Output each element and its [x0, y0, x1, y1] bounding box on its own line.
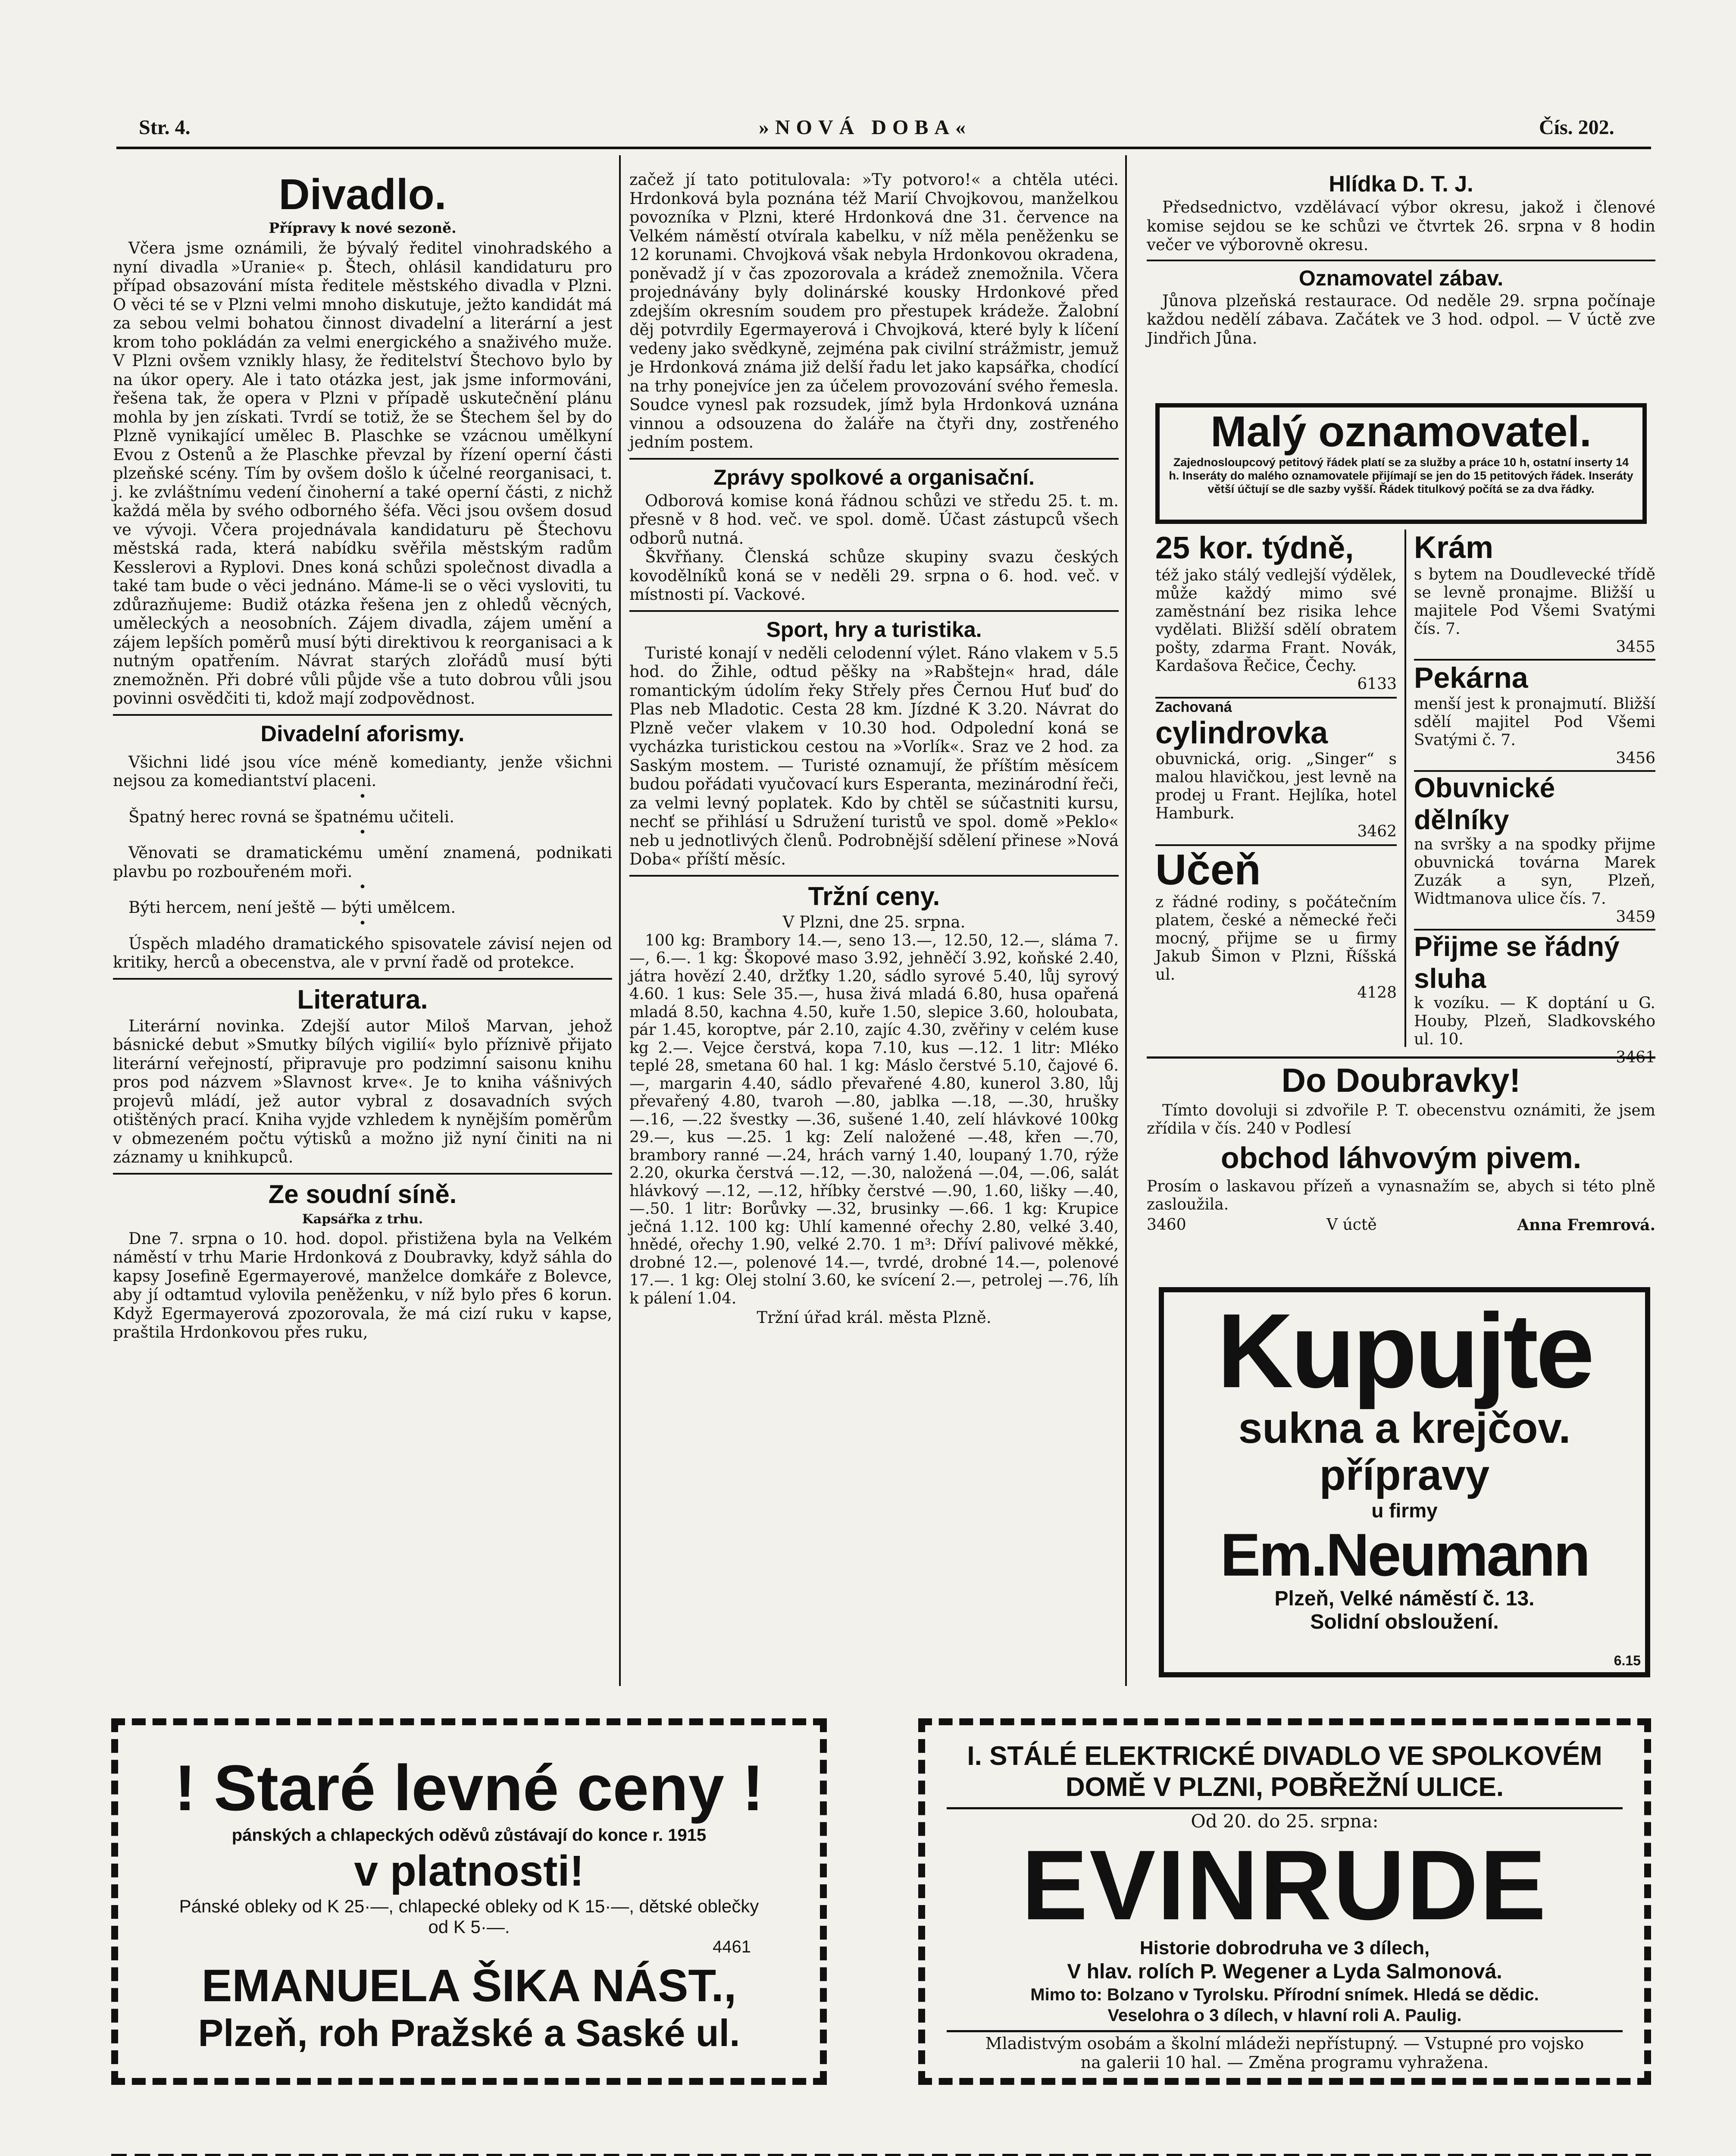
- column-1: [113, 170, 612, 1688]
- ad-doubravka: [1147, 1056, 1655, 1281]
- ad-25kor-text: též jako stálý vedlejší výdělek, může každý mimo své zaměstnání bez risika lehce vydělati. Bližší sdělí obratem pošty, zdarma Frant. Novák, Kardašova Řečice, Čechy.: [1155, 567, 1397, 675]
- trh-signature: Tržní úřad král. města Plzně.: [757, 1308, 992, 1327]
- ad-kino-footer: Mladistvým osobám a školní mládeži nepřístupný. — Vstupné pro vojsko na galerii 10 hal. — Změna programu vyhražena.: [985, 2034, 1584, 2072]
- ad-kupujte-line4: u firmy: [1371, 1499, 1438, 1522]
- ad-kupujte: [1159, 1287, 1650, 1677]
- ad-cylindrovka-heading: cylindrovka: [1155, 716, 1328, 750]
- ad-kino-sub1: Historie dobrodruha ve 3 dílech,: [1139, 1937, 1430, 1959]
- ad-kino-sub2: V hlav. rolích P. Wegener a Lyda Salmonová.: [1067, 1960, 1502, 1983]
- ad-25kor-heading: 25 kor. týdně,: [1155, 531, 1354, 565]
- ad-obuv-heading: Obuvnické dělníky: [1414, 772, 1555, 835]
- ad-doubravka-greeting: V úctě: [1326, 1216, 1377, 1234]
- ad-kupujte-number: 6.15: [1614, 1653, 1641, 1668]
- ad-cylindrovka-small: Zachovaná: [1155, 699, 1232, 715]
- zabav-heading: Oznamovatel zábav.: [1298, 266, 1504, 290]
- ad-stare-number: 4461: [713, 1937, 751, 1956]
- ad-kram-number: 3455: [1616, 638, 1655, 656]
- maly-heading: Malý oznamovatel.: [1211, 407, 1592, 456]
- ad-doubravka-signature: Anna Fremrová.: [1517, 1216, 1655, 1234]
- ad-stare-ceny: [111, 1718, 827, 2085]
- ad-kupujte-heading: Kupujte: [1217, 1291, 1592, 1410]
- ad-stare-firm: EMANUELA ŠIKA NÁST.,: [201, 1960, 737, 2011]
- separator-dot: •: [359, 880, 366, 895]
- ad-pekarna-number: 3456: [1616, 749, 1655, 767]
- literatura-heading: Literatura.: [297, 984, 428, 1015]
- ad-pekarna-text: menší jest k pronajmutí. Bližší sdělí majitel Pod Všemi Svatými č. 7.: [1414, 695, 1655, 749]
- ad-doubravka-number: 3460: [1147, 1216, 1186, 1234]
- ad-doubravka-text2: Prosím o laskavou přízeň a vynasnažím se, abych si této plně zasloužila.: [1147, 1178, 1655, 1213]
- divadlo-heading: Divadlo.: [278, 170, 447, 219]
- zabav-text: Jůnova plzeňská restaurace. Od neděle 29. srpna počínaje každou nedělí zábava. Začátek ve 3 hod. odpol. — V úctě zve Jindřich Jůna.: [1147, 291, 1655, 348]
- hlidka-heading: Hlídka D. T. J.: [1329, 172, 1473, 197]
- trh-prices: 100 kg: Brambory 14.—, seno 13.—, 12.50, 12.—, sláma 7.—, 6.—. 1 kg: Škopové maso 3.92, jehněčí 3.92, koňské 2.40, játra hovězí 2.40, držťky 1.20, sádlo syrové 5.40, lůj syrový 4.60. 1 kus: Sele 35.—, husa živá mladá 6.80, husa opařená mladá 8.50, kachna 4.50, kuře 1.50, slepice 3.60, holoubata, pár 1.45, koroptve, pár 2.10, zajíc 4.30, zvěřiny v celém kuse kg 2.—. Vejce čerstvá, kopa 7.10, kus —.12. 1 litr: Mléko teplé 28, smetana 60 hal. 1 kg: Máslo čerstvé 5.10, čajové 6.—, margarin 4.40, sádlo převařené 4.80, kunerol 3.80, lůj převařený 4.80, tvaroh —.80, jablka —.18, —.30, hrušky —.16, —.22 švestky —.36, sušené 1.40, zelí hlávkové 100kg 29.—, kus —.25. 1 kg: Zelí naložené —.48, křen —.70, brambory ranné —.24, hrách varný 1.40, loupaný 1.70, rýže 2.20, okurka čerstvá —.12, —.30, naložená —.04, —.06, salát hlávkový —.12, —.12, hříbky čerstvé —.90, 1.60, lišky —.40, —.50. 1 litr: Borůvky —.32, brusinky —.66. 1 kg: Krupice ječná 1.12. 100 kg: Uhlí kamenné ořechy 2.80, velké 3.40, hnědé, ořechy 1.90, velké 2.70. 1 m³: Dříví palivové měkké, drobné 12.—, polenové 14.—, tvrdé, drobné 14.—, polenové 17.—. 1 kg: Olej stolní 3.60, ke svícení 2.—, petrolej —.76, líh k pálení 1.04.: [629, 931, 1119, 1307]
- trh-date: V Plzni, dne 25. srpna.: [782, 912, 966, 931]
- ad-pekarna-heading: Pekárna: [1414, 661, 1528, 694]
- soud-article-continued: začež jí tato potitulovala: »Ty potvoro!« a chtěla utéci. Hrdonková byla poznána též Marií Chvojkovou, manželkou povozníka v Plzni, které Hrdonková dne 31. července na Velkém náměstí otvírala kabelku, v níž měla peněženku se 12 korunami. Chvojková však nebyla Hrdonkovou okradena, poněvadž jí v čas zpozorovala a krádež znemožnila. Včera projednávány byly dolinárské kousky Hrdonkové před zdejším okresním soudem pro přestupek krádeže. Žalobní děj potvrdily Egermayerová i Chvojková, které byly k líčení vedeny jako svědkyně, zejména pak civilní strážmistr, jemuž je Hrdonková známa již delší řadu let jako kapsářka, chodící na trhy ponejvíce jen za účelem provozování svého řemesla. Soudce vynesl pak rozsudek, jímž byla Hrdonková uznána vinnou a odsouzena do žaláře na čtyři dny, zostřeného jedním postem.: [629, 170, 1119, 451]
- column-rule-1: [619, 155, 621, 1686]
- ad-doubravka-heading: Do Doubravky!: [1281, 1061, 1521, 1099]
- divadlo-subheading: Přípravy k nové sezoně.: [269, 219, 457, 236]
- soud-article: Dne 7. srpna o 10. hod. dopol. přistižena byla na Velkém náměstí v trhu Marie Hrdonková z Doubravky, když sáhla do kapsy Josefině Egermayerové, manželce domkáře z Bolevce, aby jí odtamtud vylovila peněženku, v níž bylo přes 6 korun. Když Egermayerová zpozorovala, že má cizí ruku v kapse, praštila Hrdonkovou přes ruku,: [113, 1229, 612, 1341]
- ad-ucen-heading: Učeň: [1155, 846, 1261, 894]
- ad-sluha-number: 3461: [1616, 1049, 1655, 1066]
- maly-rules: Zajednosloupcový petitový řádek platí se za služby a práce 10 h, ostatní inserty 14 h. Inseráty do malého oznamovatele přijímají se jen do 15 petitových řádek. Inseráty větší účtují se dle sazby vyšší. Řádek titulkový počítá se za dva řádky.: [1169, 456, 1633, 495]
- separator-dot: •: [359, 789, 366, 804]
- hlidka-text: Předsednictvo, vzdělávací výbor okresu, jakož i členové komise sejdou se ke schůzi ve čtvrtek 26. srpna v 8 hodin večer ve výborovně okresu.: [1147, 198, 1655, 254]
- ad-ucen-number: 4128: [1357, 984, 1397, 1002]
- trh-heading: Tržní ceny.: [808, 881, 940, 911]
- ad-cylindrovka-text: obuvnická, orig. „Singer“ s malou hlavičkou, jest levně na prodej u Frant. Hejlíka, hotel Hamburk.: [1155, 750, 1397, 822]
- aforismus-item: Špatný herec rovná se špatnému učiteli.: [128, 807, 454, 826]
- spolky-heading: Zprávy spolkové a organisační.: [713, 465, 1035, 489]
- ad-kupujte-service: Solidní obsloužení.: [1310, 1611, 1499, 1633]
- ad-kupujte-address: Plzeň, Velké náměstí č. 13.: [1274, 1587, 1535, 1610]
- aforismus-item: Věnovati se dramatickému umění znamená, podnikati plavbu po rozbouřeném moři.: [113, 843, 612, 881]
- ad-kino-heading: I. STÁLÉ ELEKTRICKÉ DIVADLO VE SPOLKOVÉM DOMĚ V PLZNI, POBŘEŽNÍ ULICE.: [967, 1741, 1602, 1802]
- spolky-item: Škvřňany. Členská schůze skupiny svazu českých kovodělníků koná se v neděli 29. srpna o 6. hod. več. v místnosti pí. Vackové.: [629, 548, 1119, 604]
- ad-kino-film-title: EVINRUDE: [1021, 1830, 1548, 1940]
- issue-number: Čís. 202.: [1539, 116, 1614, 139]
- ad-sluha-heading: Přijme se řádný sluha: [1414, 931, 1620, 994]
- ad-stare-prices: Pánské obleky od K 25·—, chlapecké obleky od K 15·—, dětské oblečky od K 5·—.: [179, 1896, 759, 1937]
- newspaper-title: »NOVÁ DOBA«: [759, 116, 972, 139]
- ad-stare-validity: v platnosti!: [354, 1847, 584, 1895]
- ad-stare-address: Plzeň, roh Pražské a Saské ul.: [198, 2012, 740, 2054]
- soud-heading: Ze soudní síně.: [268, 1179, 457, 1209]
- soud-subheading: Kapsářka z trhu.: [302, 1211, 423, 1227]
- ad-ucen-text: z řádné rodiny, s počátečním platem, české a německé řeči mocný, přijme se u firmy Jakub Šimon v Plzni, Říšská ul.: [1155, 893, 1397, 984]
- aforismus-item: Úspěch mladého dramatického spisovatele závisí nejen od kritiky, herců a obecenstva, ale v první řadě od protekce.: [113, 934, 612, 971]
- ad-kram-text: s bytem na Doudlevecké třídě se levně pronajme. Bližší u majitele Pod Všemi Svatými čís. 7.: [1414, 566, 1655, 638]
- spolky-item: Odborová komise koná řádnou schůzi ve středu 25. t. m. přesně v 8 hod. več. ve spol. domě. Účast zástupců všech odborů nutná.: [629, 491, 1119, 548]
- small-ads-left: [1155, 530, 1397, 1051]
- separator-dot: •: [359, 915, 366, 931]
- ad-wesecky: [111, 2154, 1651, 2156]
- sport-article: Turisté konají v neděli celodenní výlet. Ráno vlakem v 5.5 hod. do Žihle, odtud pěšky na »Rabštejn« hrad, dále romantickým údolím řeky Střely přes Černou Huť buď do Plas neb Mladotic. Cesta 28 km. Jízdné K 3.20. Návrat do Plzně večer vlakem v 10.30 hod. Odpolední koná se vycházka turistickou cestou na »Vorlík«. Sraz ve 2 hod. za Saským mostem. — Turisté oznamují, že příštím měsícem budou pořádati vyučovací kurs Esperanta, mezinárodní řeči, za velmi levný poplatek. Kdo by chtěl se súčastniti kursu, nechť se přihlásí u Sdružení turistů ve spol. domě »Peklo« neb u jednotlivých členů. Podrobnější sdělení přinese »Nová Doba« příští měsíc.: [629, 643, 1119, 868]
- column-3-top: [1147, 170, 1655, 382]
- ad-kram-heading: Krám: [1414, 530, 1494, 565]
- ad-kino: [918, 1718, 1651, 2085]
- ad-kupujte-firm: Em.Neumann: [1220, 1521, 1589, 1589]
- page-number: Str. 4.: [139, 116, 191, 139]
- ad-sluha-text: k vozíku. — K doptání u G. Houby, Plzeň, Sladkovského ul. 10.: [1414, 994, 1655, 1048]
- ad-obuv-number: 3459: [1616, 908, 1655, 926]
- ad-doubravka-text: Tímto dovoluji si zdvořile P. T. obecenstvu oznámiti, že jsem zřídila v čís. 240 v Podlesí: [1147, 1102, 1655, 1138]
- ad-stare-sub: pánských a chlapeckých oděvů zůstávají do konce r. 1915: [231, 1826, 707, 1845]
- ad-kino-dates: Od 20. do 25. srpna:: [1191, 1811, 1379, 1832]
- ad-kino-extra: Mimo to: Bolzano v Tyrolsku. Přírodní snímek. Hledá se dědic. Veselohra o 3 dílech, v hlavní roli A. Paulig.: [1030, 1985, 1539, 2025]
- header-rule: [116, 147, 1651, 149]
- divadlo-article: Včera jsme oznámili, že bývalý ředitel vinohradského a nyní divadla »Uranie« p. Štech, ohlásil kandidaturu pro případ obsazování místa ředitele městského divadla v Plzni. O věci té se v Plzni velmi mnoho diskutuje, ježto kandidát má za sebou velmi bohatou činnost divadelní a literární a jest krom toho pokládán za velmi energického a snaživého muže. V Plzni ovšem vznikly hlasy, že ředitelství Štechovo bylo by na úkor opery. Ale i tato otázka jest, jak jsme informováni, řešena tak, že opera v Plzni v případě uskutečnění plánu mohla by jen získati. Tvrdí se totiž, že se Štechem šel by do Plzně vynikající umělec B. Plaschke se vzácnou umělkyní Evou z Ostenů a že Plaschke převzal by řízení operní části plzeňské scény. Tím by ovšem došlo k účelné reorganisaci, t. j. ke zvláštnímu vedení činoherní a také operní části, z nichž každá měla by svého odborného šéfa. Věci jsou ovšem dosud ve vývoji. Včera projednávala kandidaturu pě Štechovu městská rada, která nabídku svěřila městským radům Kesslerovi a Ryplovi. Dnes koná schůzi společnost divadla a také tam bude o věci jednáno. Máme-li se o věci vysloviti, tu zdůrazňujeme: Budiž otázka řešena jen z ohledů věcných, uměleckých a neosobních. Zájem divadla, zájem umění a zájem lepších poměrů musí býti direktivou k reorganisaci a k nutným opatřením. Návrat starých zlořádů musí býti znemožněn. Při dobré vůli půjde vše a tuto dobrou vůli jsou povinni osvědčiti ti, kdož mají zodpovědnost.: [113, 239, 612, 708]
- ad-kupujte-line3: přípravy: [1319, 1451, 1490, 1499]
- maly-oznamovatel-box: [1155, 403, 1647, 524]
- column-2: [629, 170, 1119, 1688]
- literatura-article: Literární novinka. Zdejší autor Miloš Marvan, jehož básnické debut »Smutky bílých vigilií« bylo příznivě přijato literární veřejností, připravuje pro podzimní saisonu knihu pros pod názvem »Slavnost krve«. Je to kniha vášnivých projevů mládí, jež autor vybral z dosavadních svých otištěných prací. Kniha vyjde vzhledem k nynějším poměrům v obmezeném počtu výtisků a možno již nyní činiti na ni záznamy u knihkupců.: [113, 1016, 612, 1166]
- ad-stare-heading: ! Staré levné ceny !: [174, 1752, 764, 1824]
- ad-doubravka-big: obchod láhvovým pivem.: [1220, 1141, 1582, 1175]
- aforismus-item: Všichni lidé jsou více méně komedianty, jenže všichni nejsou za komediantství placeni.: [113, 752, 612, 790]
- ad-kupujte-line2: sukna a krejčov.: [1238, 1404, 1571, 1452]
- sport-heading: Sport, hry a turistika.: [766, 617, 982, 642]
- small-ads-right: [1414, 530, 1655, 1066]
- small-ads-divider: [1404, 530, 1406, 1047]
- ad-obuv-text: na svršky a na spodky přijme obuvnická továrna Marek Zuzák a syn, Plzeň, Widtmanova ulice čís. 7.: [1414, 836, 1655, 908]
- separator-dot: •: [359, 825, 366, 840]
- aforismus-item: Býti hercem, není ještě — býti umělcem.: [128, 898, 456, 917]
- ad-cylindrovka-number: 3462: [1357, 823, 1397, 840]
- column-rule-2: [1125, 155, 1127, 1686]
- aforismy-heading: Divadelní aforismy.: [260, 721, 465, 746]
- ad-25kor-number: 6133: [1357, 675, 1397, 693]
